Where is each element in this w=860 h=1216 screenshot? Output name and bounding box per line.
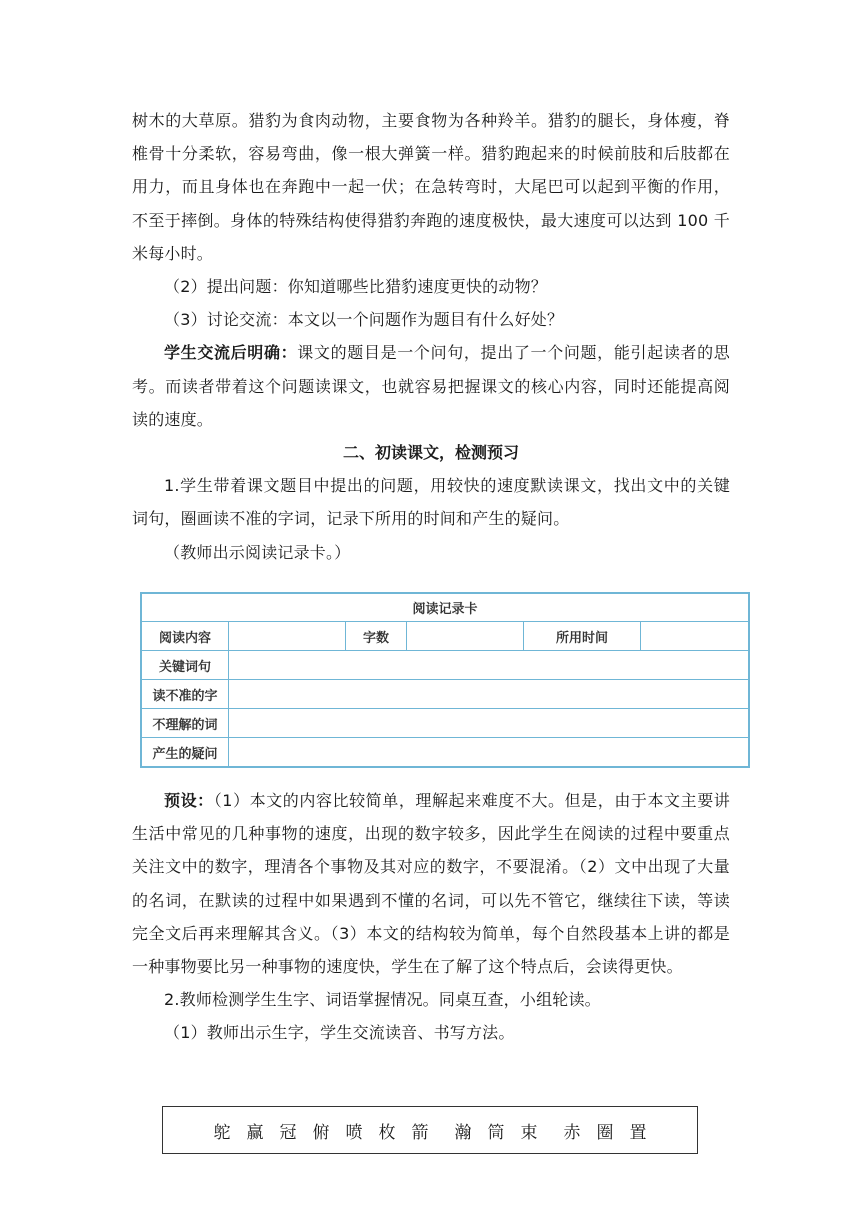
reading-record-card <box>140 592 750 768</box>
card-cell-wordcount <box>407 622 524 651</box>
card-row-cell <box>229 709 750 738</box>
paragraph-conclusion <box>132 336 730 436</box>
preset-label: 预设： <box>164 791 214 810</box>
card-row-cell <box>229 738 750 768</box>
card-row-label: 不理解的词 <box>141 709 229 738</box>
char-item: 喷 <box>345 1122 363 1143</box>
paragraph-discussion: （3）讨论交流：本文以一个问题作为题目有什么好处？ <box>164 310 564 330</box>
char-item: 赤 <box>563 1122 581 1143</box>
card-cell-time <box>641 622 750 651</box>
char-item: 冠 <box>279 1122 297 1143</box>
char-item: 俯 <box>312 1122 330 1143</box>
conclusion-label: 学生交流后明确： <box>164 343 298 363</box>
paragraph-show-chars: （1）教师出示生字，学生交流读音、书写方法。 <box>164 1023 515 1043</box>
card-label-time: 所用时间 <box>524 622 641 651</box>
card-label-content: 阅读内容 <box>141 622 229 651</box>
conclusion-text: 课文的题目是一个问句，提出了一个问题，能引起读者的思考。而读者带着这个问题读课文，也就容易把握课文的核心内容，同时还能提高阅读的速度。 <box>132 343 731 429</box>
char-item: 枚 <box>378 1122 396 1143</box>
char-item: 圈 <box>596 1122 614 1143</box>
char-item: 瀚 <box>454 1122 472 1143</box>
paragraph-check: 2.教师检测学生生字、词语掌握情况。同桌互查，小组轮读。 <box>164 990 601 1010</box>
card-cell-content <box>229 622 346 651</box>
preset-text: （1）本文的内容比较简单，理解起来难度不大。但是，由于本文主要讲生活中常见的几种事物的速度，出现的数字较多，因此学生在阅读的过程中要重点关注文中的数字，理清各个事物及其对应的数字，不要混淆。（2）文中出现了大量的名词，在默读的过程中如果遇到不懂的名词，可以先不管它，继续往下读，等读完全文后再来理解其含义。（3）本文的结构较为简单，每个自然段基本上讲的都是一种事物要比另一种事物的速度快，学生在了解了这个特点后，会读得更快。 <box>132 791 730 977</box>
paragraph-preset <box>132 784 730 983</box>
section-heading: 二、初读课文，检测预习 <box>342 443 519 463</box>
document-body-lower <box>132 784 730 1050</box>
new-characters-box <box>162 1106 698 1154</box>
card-row-cell <box>229 651 750 680</box>
paragraph-teacher-card: （教师出示阅读记录卡。） <box>164 542 351 562</box>
paragraph-cheetah: 树木的大草原。猎豹为食肉动物，主要食物为各种羚羊。猎豹的腿长，身体瘦，脊椎骨十分柔软，容易弯曲，像一根大弹簧一样。猎豹跑起来的时候前肢和后肢都在用力，而且身体也在奔跑中一起一伏；在急转弯时，大尾巴可以起到平衡的作用，不至于摔倒。身体的特殊结构使得猎豹奔跑的速度极快，最大速度可以达到 100 千米每小时。 <box>132 111 730 263</box>
card-row-label: 关键词句 <box>141 651 229 680</box>
card-label-wordcount: 字数 <box>346 622 407 651</box>
card-row-label: 产生的疑问 <box>141 738 229 768</box>
paragraph-question: （2）提出问题：你知道哪些比猎豹速度更快的动物？ <box>164 277 547 297</box>
char-item: 箭 <box>411 1122 429 1143</box>
char-item: 置 <box>629 1122 647 1143</box>
char-item: 鸵 <box>213 1122 231 1143</box>
document-body <box>132 104 730 569</box>
char-item: 筒 <box>487 1122 505 1143</box>
card-title: 阅读记录卡 <box>141 593 749 622</box>
card-row-label: 读不准的字 <box>141 680 229 709</box>
paragraph-reading-task: 1.学生带着课文题目中提出的问题，用较快的速度默读课文，找出文中的关键词句，圈画读不准的字词，记录下所用的时间和产生的疑问。 <box>132 476 730 529</box>
char-item: 赢 <box>246 1122 264 1143</box>
card-row-cell <box>229 680 750 709</box>
char-item: 束 <box>520 1122 538 1143</box>
